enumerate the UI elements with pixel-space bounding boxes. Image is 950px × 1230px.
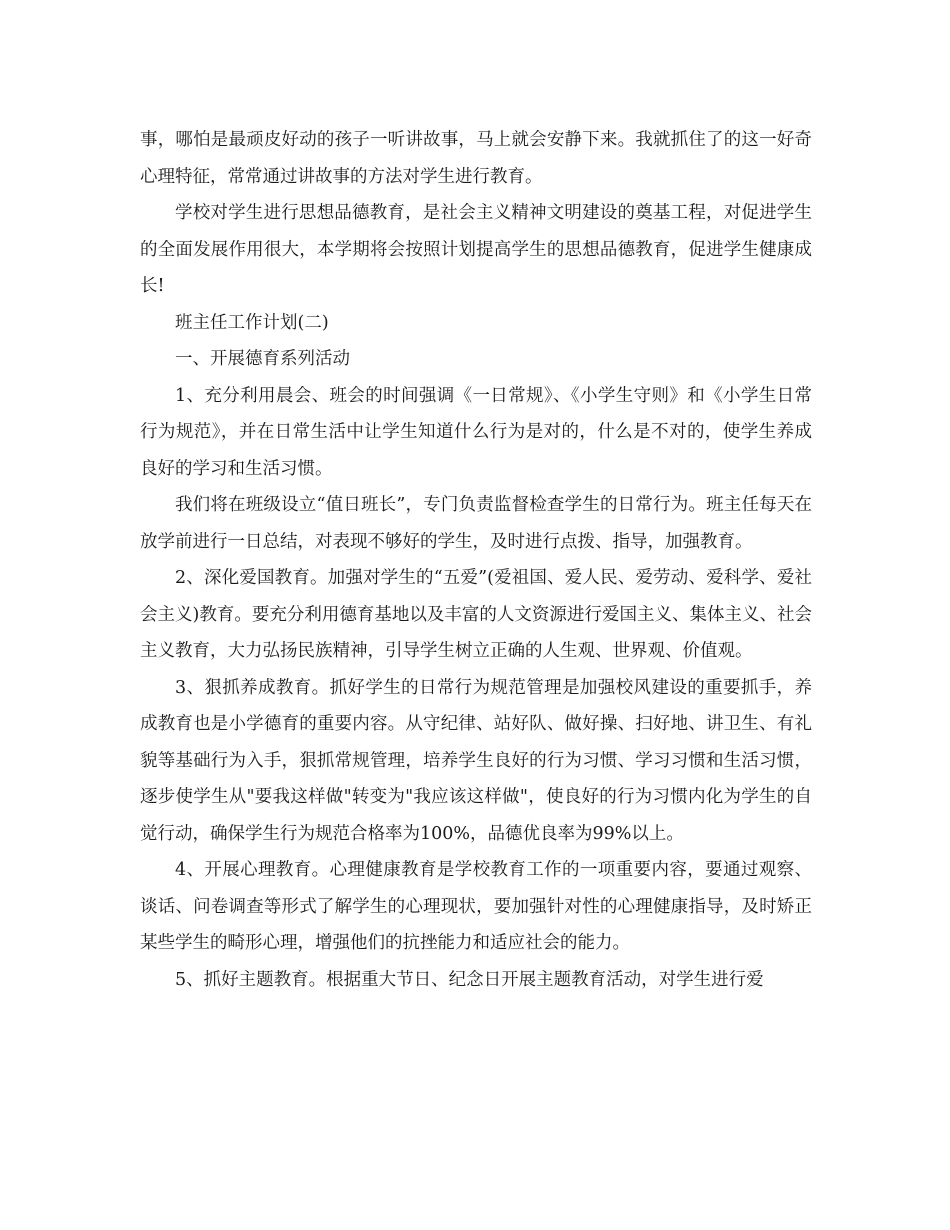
paragraph-item-1: 1、充分利用晨会、班会的时间强调《一日常规》、《小学生守则》和《小学生日常行为规范》，并在日常生活中让学生知道什么行为是对的，什么是不对的，使学生养成良好的学习和生活习惯。 (140, 385, 812, 479)
paragraph-duty-monitor: 我们将在班级设立“值日班长”，专门负责监督检查学生的日常行为。班主任每天在放学前进行一日总结，对表现不够好的学生，及时进行点拨、指导，加强教育。 (140, 495, 812, 552)
document-page (140, 122, 812, 998)
paragraph-item-3: 3、狠抓养成教育。抓好学生的日常行为规范管理是加强校风建设的重要抓手，养成教育也是小学德育的重要内容。从守纪律、站好队、做好操、扫好地、讲卫生、有礼貌等基础行为入手，狠抓常规管理，培养学生良好的行为习惯、学习习惯和生活习惯，逐步使学生从"要我这样做"转变为"我应该这样做"，使良好的行为习惯内化为学生的自觉行动，确保学生行为规范合格率为100%，品德优良率为99%以上。 (140, 677, 812, 844)
paragraph-item-5: 5、抓好主题教育。根据重大节日、纪念日开展主题教育活动，对学生进行爱 (175, 969, 764, 990)
paragraph-item-4: 4、开展心理教育。心理健康教育是学校教育工作的一项重要内容，要通过观察、谈话、问卷调查等形式了解学生的心理现状，要加强针对性的心理健康指导，及时矫正某些学生的畸形心理，增强他们的抗挫能力和适应社会的能力。 (140, 860, 812, 953)
paragraph-item-2: 2、深化爱国教育。加强对学生的“五爱”(爱祖国、爱人民、爱劳动、爱科学、爱社会主义)教育。要充分利用德育基地以及丰富的人文资源进行爱国主义、集体主义、社会主义教育，大力弘扬民族精神，引导学生树立正确的人生观、世界观、价值观。 (140, 568, 812, 661)
paragraph-continuation: 事，哪怕是最顽皮好动的孩子一听讲故事，马上就会安静下来。我就抓住了的这一好奇心理特征，常常通过讲故事的方法对学生进行教育。 (140, 130, 812, 187)
section-title: 班主任工作计划(二) (175, 312, 329, 333)
section-heading: 一、开展德育系列活动 (175, 349, 350, 369)
paragraph-moral-education-summary: 学校对学生进行思想品德教育，是社会主义精神文明建设的奠基工程，对促进学生的全面发展作用很大，本学期将会按照计划提高学生的思想品德教育，促进学生健康成长! (140, 203, 812, 296)
